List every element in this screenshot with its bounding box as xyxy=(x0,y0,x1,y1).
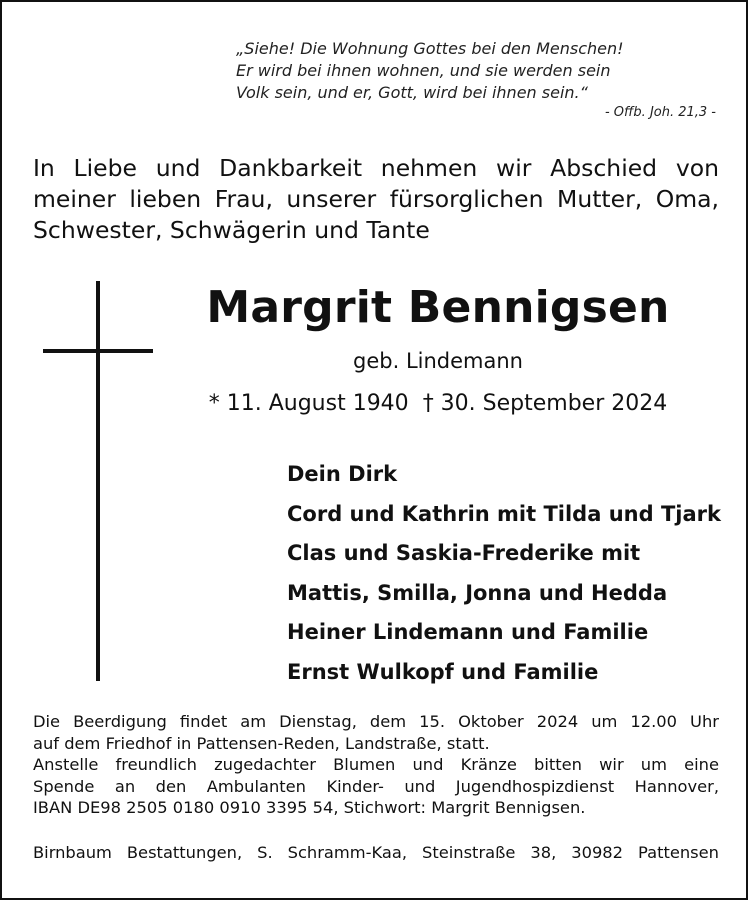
mourner-line: Cord und Kathrin mit Tilda und Tjark xyxy=(287,501,721,526)
quote-line-3: Volk sein, und er, Gott, wird bei ihnen sein.“ xyxy=(236,83,588,102)
cross-horizontal-bar xyxy=(43,349,153,353)
funeral-line-3: Anstelle freundlich zugedachter Blumen und Kränze bitten wir um eine xyxy=(33,755,719,774)
quote-source: - Offb. Joh. 21,3 - xyxy=(604,105,716,120)
mourner-line: Ernst Wulkopf und Familie xyxy=(287,659,599,684)
funeral-line-5: IBAN DE98 2505 0180 0910 3395 54, Stichwort: Margrit Bennigsen. xyxy=(33,798,586,817)
quote-line-1: „Siehe! Die Wohnung Gottes bei den Menschen! xyxy=(236,39,624,58)
deceased-name: Margrit Bennigsen xyxy=(206,282,670,333)
cross-vertical-bar xyxy=(96,281,100,681)
funeral-line-1: Die Beerdigung findet am Dienstag, dem 15. Oktober 2024 um 12.00 Uhr xyxy=(33,712,719,731)
funeral-details xyxy=(33,711,719,819)
mourner-line: Mattis, Smilla, Jonna und Hedda xyxy=(287,580,668,605)
mourner-line: Heiner Lindemann und Familie xyxy=(287,620,649,644)
intro-line-2: meiner lieben Frau, unserer fürsorglichen Mutter, Oma, xyxy=(33,185,719,213)
intro-line-1: In Liebe und Dankbarkeit nehmen wir Abschied von xyxy=(33,154,719,182)
quote-line-2: Er wird bei ihnen wohnen, und sie werden sein xyxy=(236,61,611,80)
mourner-line: Clas und Saskia-Frederike mit xyxy=(287,541,641,565)
death-date: † 30. September 2024 xyxy=(422,391,668,416)
mourners-list xyxy=(287,455,727,692)
maiden-name: geb. Lindemann xyxy=(353,349,523,373)
intro-line-3: Schwester, Schwägerin und Tante xyxy=(33,216,430,244)
funeral-line-4: Spende an den Ambulanten Kinder- und Jugendhospizdienst Hannover, xyxy=(33,776,719,796)
undertaker-line: Birnbaum Bestattungen, S. Schramm-Kaa, Steinstraße 38, 30982 Pattensen xyxy=(33,843,719,862)
mourner-line: Dein Dirk xyxy=(287,462,398,486)
funeral-line-2: auf dem Friedhof in Pattensen-Reden, Landstraße, statt. xyxy=(33,733,490,753)
intro-text xyxy=(33,153,719,246)
life-dates xyxy=(162,387,714,421)
bible-quote xyxy=(236,38,716,122)
birth-date: * 11. August 1940 xyxy=(208,391,409,416)
